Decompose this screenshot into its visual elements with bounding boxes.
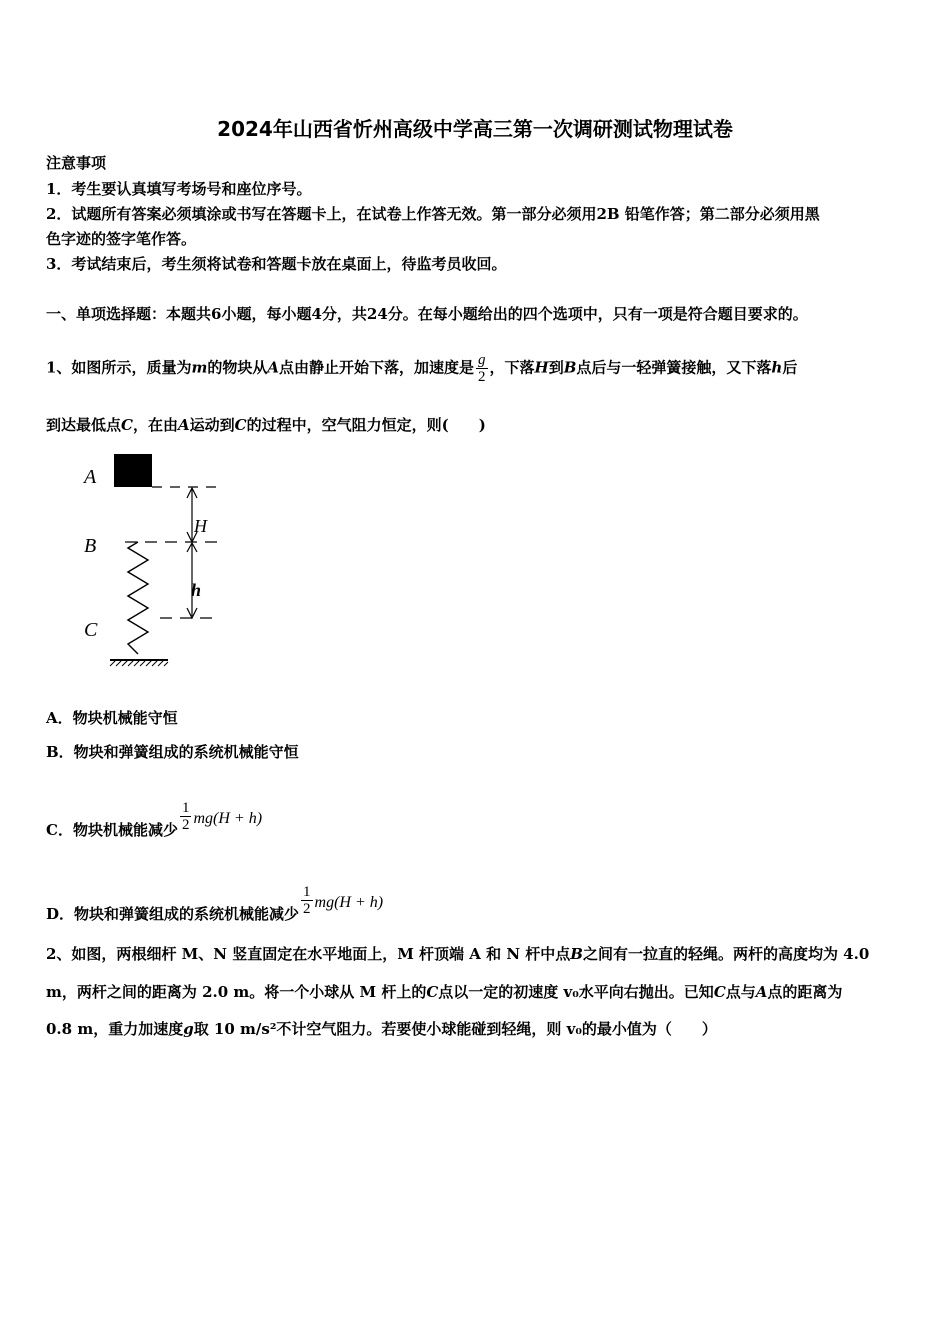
acceleration-fraction: $\frac{g}{2}$	[478, 352, 486, 385]
question-1-line-2: 到达最低点C，在由A运动到C的过程中，空气阻力恒定，则( )	[46, 416, 486, 434]
figure-label-b: B	[84, 535, 97, 557]
notice-item-2-continued: 色字迹的签字笔作答。	[46, 230, 197, 248]
option-b: B．物块和弹簧组成的系统机械能守恒	[46, 743, 299, 761]
page-title: 2024年山西省忻州高级中学高三第一次调研测试物理试卷	[217, 117, 733, 141]
figure-label-a: A	[84, 466, 97, 488]
spring-block-figure	[70, 448, 250, 693]
option-c-fraction: $\frac{1}{2}$	[181, 800, 190, 833]
figure-label-h-upper: H	[194, 516, 207, 536]
option-c: C．物块机械能减少 $\frac{1}{2}$ mg(H + h)	[46, 800, 263, 839]
option-d-fraction: $\frac{1}{2}$	[303, 884, 311, 917]
notice-item-3: 3．考试结束后，考生须将试卷和答题卡放在桌面上，待监考员收回。	[46, 255, 507, 273]
option-d: D．物块和弹簧组成的系统机械能减少 $\frac{1}{2}$ mg(H + h)	[46, 884, 384, 923]
notice-heading: 注意事项	[46, 154, 107, 172]
spring	[128, 542, 148, 654]
question-1-line-1: 1、如图所示，质量为m的物块从A点由静止开始下落，加速度是 $\frac{g}{2}$ ，下落H到B点后与一轻弹簧接触，又下落h后	[46, 352, 798, 385]
block	[114, 454, 152, 487]
notice-item-2: 2．试题所有答案必须填涂或书写在答题卡上，在试卷上作答无效。第一部分必须用2B 铅笔作答；第二部分必须用黑	[46, 205, 820, 223]
notice-item-1: 1．考生要认真填写考场号和座位序号。	[46, 180, 312, 198]
question-2-line-3: 0.8 m，重力加速度g取 10 m/s²不计空气阻力。若要使小球能碰到轻绳，则 v₀的最小值为（ ）	[46, 1020, 717, 1038]
question-2-line-1: 2、如图，两根细杆 M、N 竖直固定在水平地面上，M 杆顶端 A 和 N 杆中点B之间有一拉直的轻绳。两杆的高度均为 4.0	[46, 945, 870, 963]
figure-label-c: C	[84, 619, 98, 641]
question-2-line-2: m，两杆之间的距离为 2.0 m。将一个小球从 M 杆上的C点以一定的初速度 v₀水平向右抛出。已知C点与A点的距离为	[46, 983, 843, 1001]
section-heading: 一、单项选择题：本题共6小题，每小题4分，共24分。在每小题给出的四个选项中，只有一项是符合题目要求的。	[46, 305, 808, 323]
figure-label-h-lower: h	[191, 580, 202, 600]
option-a: A．物块机械能守恒	[46, 709, 178, 727]
